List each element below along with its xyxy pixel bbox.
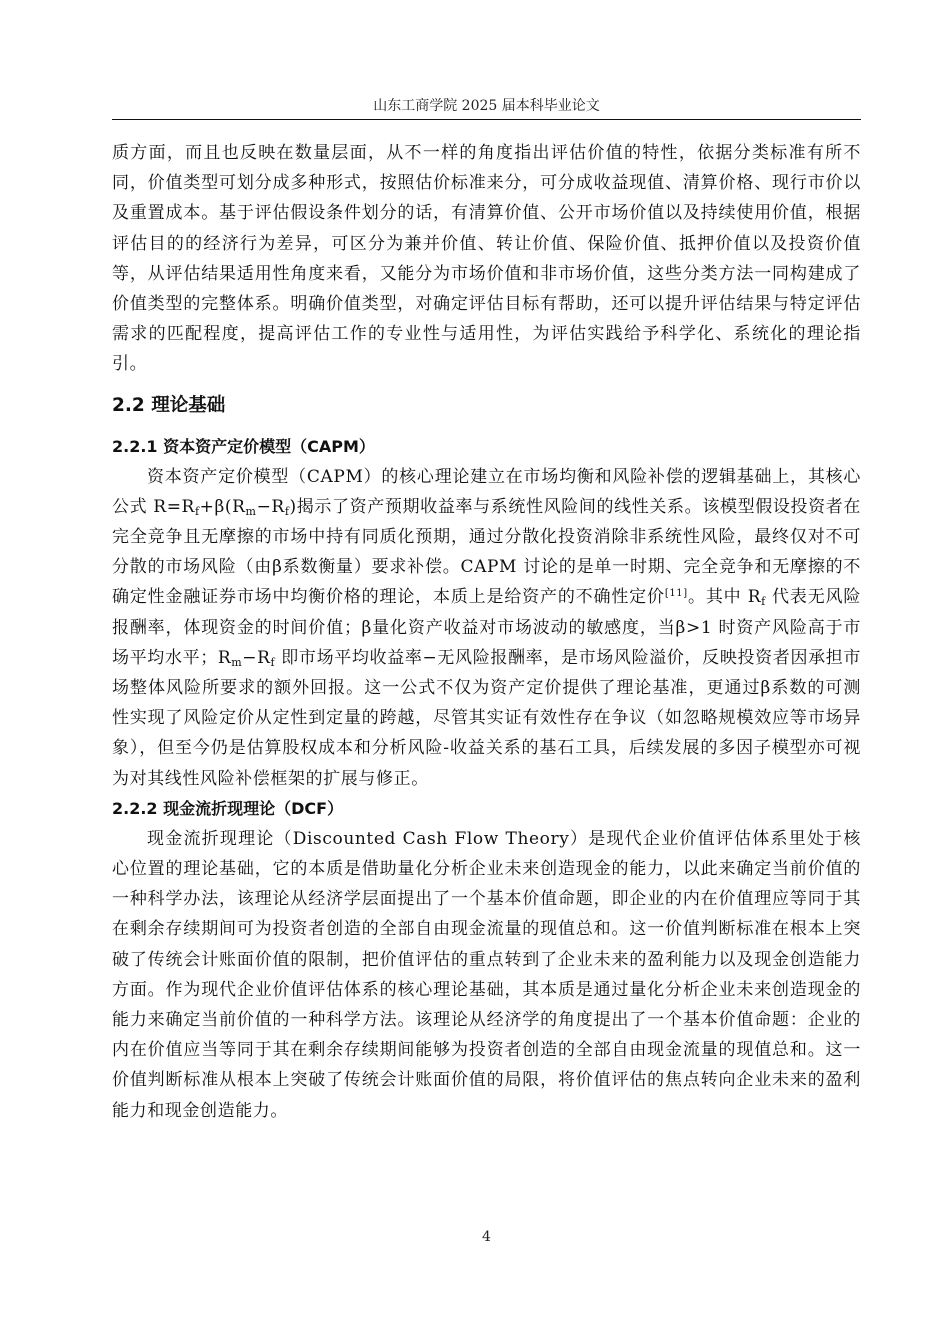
capm-text-5: 。其中 R: [687, 587, 762, 608]
section-heading: 2.2 理论基础: [112, 394, 226, 416]
capm-text-1: 资本资产定价模型（CAPM）的核心理论建立在市场均衡和风险补偿的逻辑基础上，其核心公式 R=R: [112, 466, 861, 517]
page-number: 4: [482, 1229, 491, 1245]
capm-text-2: +β(R: [199, 496, 246, 517]
subscript-f: f: [284, 504, 290, 518]
capm-text-7: −R: [242, 647, 271, 668]
capm-heading: 2.2.1 资本资产定价模型（CAPM）: [112, 436, 375, 456]
subscript-m: m: [245, 504, 257, 518]
dcf-heading: 2.2.2 现金流折现理论（DCF）: [112, 798, 344, 818]
dcf-paragraph: 现金流折现理论（Discounted Cash Flow Theory）是现代企业价值评估体系里处于核心位置的理论基础，它的本质是借助量化分析企业未来创造现金的能力，以此来确定当前价值的一种科学办法，该理论从经济学层面提出了一个基本价值命题，即企业的内在价值理应等同于其在剩余存续期间可为投资者创造的全部自由现金流量的现值总和。这一价值判断标准在根本上突破了传统会计账面价值的限制，把价值评估的重点转到了企业未来的盈利能力以及现金创造能力方面。作为现代企业价值评估体系的核心理论基础，其本质是通过量化分析企业未来创造现金的能力来确定当前价值的一种科学方法。该理论从经济学的角度提出了一个基本价值命题：企业的内在价值应当等同于其在剩余存续期间能够为投资者创造的全部自由现金流量的现值总和。这一价值判断标准从根本上突破了传统会计账面价值的局限，将价值评估的焦点转向企业未来的盈利能力和现金创造能力。: [112, 828, 861, 1121]
capm-text-8: 即市场平均收益率−无风险报酬率，是市场风险溢价，反映投资者因承担市场整体风险所要求的额外回报。这一公式不仅为资产定价提供了理论基准，更通过β系数的可测性实现了风险定价从定性到定量的跨越，尽管其实证有效性存在争议（如忽略规模效应等市场异象），但至今仍是估算股权成本和分析风险-收益关系的基石工具，后续发展的多因子模型亦可视为对其线性风险补偿框架的扩展与修正。: [112, 647, 862, 789]
subscript-f: f: [194, 504, 200, 518]
intro-paragraph: 质方面，而且也反映在数量层面，从不一样的角度指出评估价值的特性，依据分类标准有所不同，价值类型可划分成多种形式，按照估价标准来分，可分成收益现值、清算价格、现行市价以及重置成本。基于评估假设条件划分的话，有清算价值、公开市场价值以及持续使用价值，根据评估目的的经济行为差异，可区分为兼并价值、转让价值、保险价值、抵押价值以及投资价值等，从评估结果适用性角度来看，又能分为市场价值和非市场价值，这些分类方法一同构建成了价值类型的完整体系。明确价值类型，对确定评估目标有帮助，还可以提升评估结果与特定评估需求的匹配程度，提高评估工作的专业性与适用性，为评估实践给予科学化、系统化的理论指引。: [112, 143, 861, 375]
capm-paragraph: [112, 462, 861, 794]
capm-text-3: −R: [256, 496, 285, 517]
running-header: 山东工商学院 2025 届本科毕业论文: [373, 98, 600, 114]
capm-text-4: )揭示了资产预期收益率与系统性风险间的线性关系。该模型假设投资者在完全竞争且无摩擦的市场中持有同质化预期，通过分散化投资消除非系统性风险，最终仅对不可分散的市场风险（由β系数衡量）要求补偿。CAPM 讨论的是单一时期、完全竞争和无摩擦的不确定性金融证券市场中均衡价格的理论，本质上是给资产的不确性定价: [112, 496, 861, 608]
subscript-m: m: [231, 655, 243, 669]
citation-ref: [11]: [664, 588, 688, 600]
subscript-f: f: [761, 595, 766, 609]
capm-text-6: 代表无风险报酬率，体现资金的时间价值；β量化资产收益对市场波动的敏感度，当β>1 时资产风险高于市场平均水平；R: [112, 587, 861, 668]
subscript-f: f: [270, 655, 276, 669]
page-body: [112, 138, 861, 1126]
header-rule: [112, 119, 861, 120]
